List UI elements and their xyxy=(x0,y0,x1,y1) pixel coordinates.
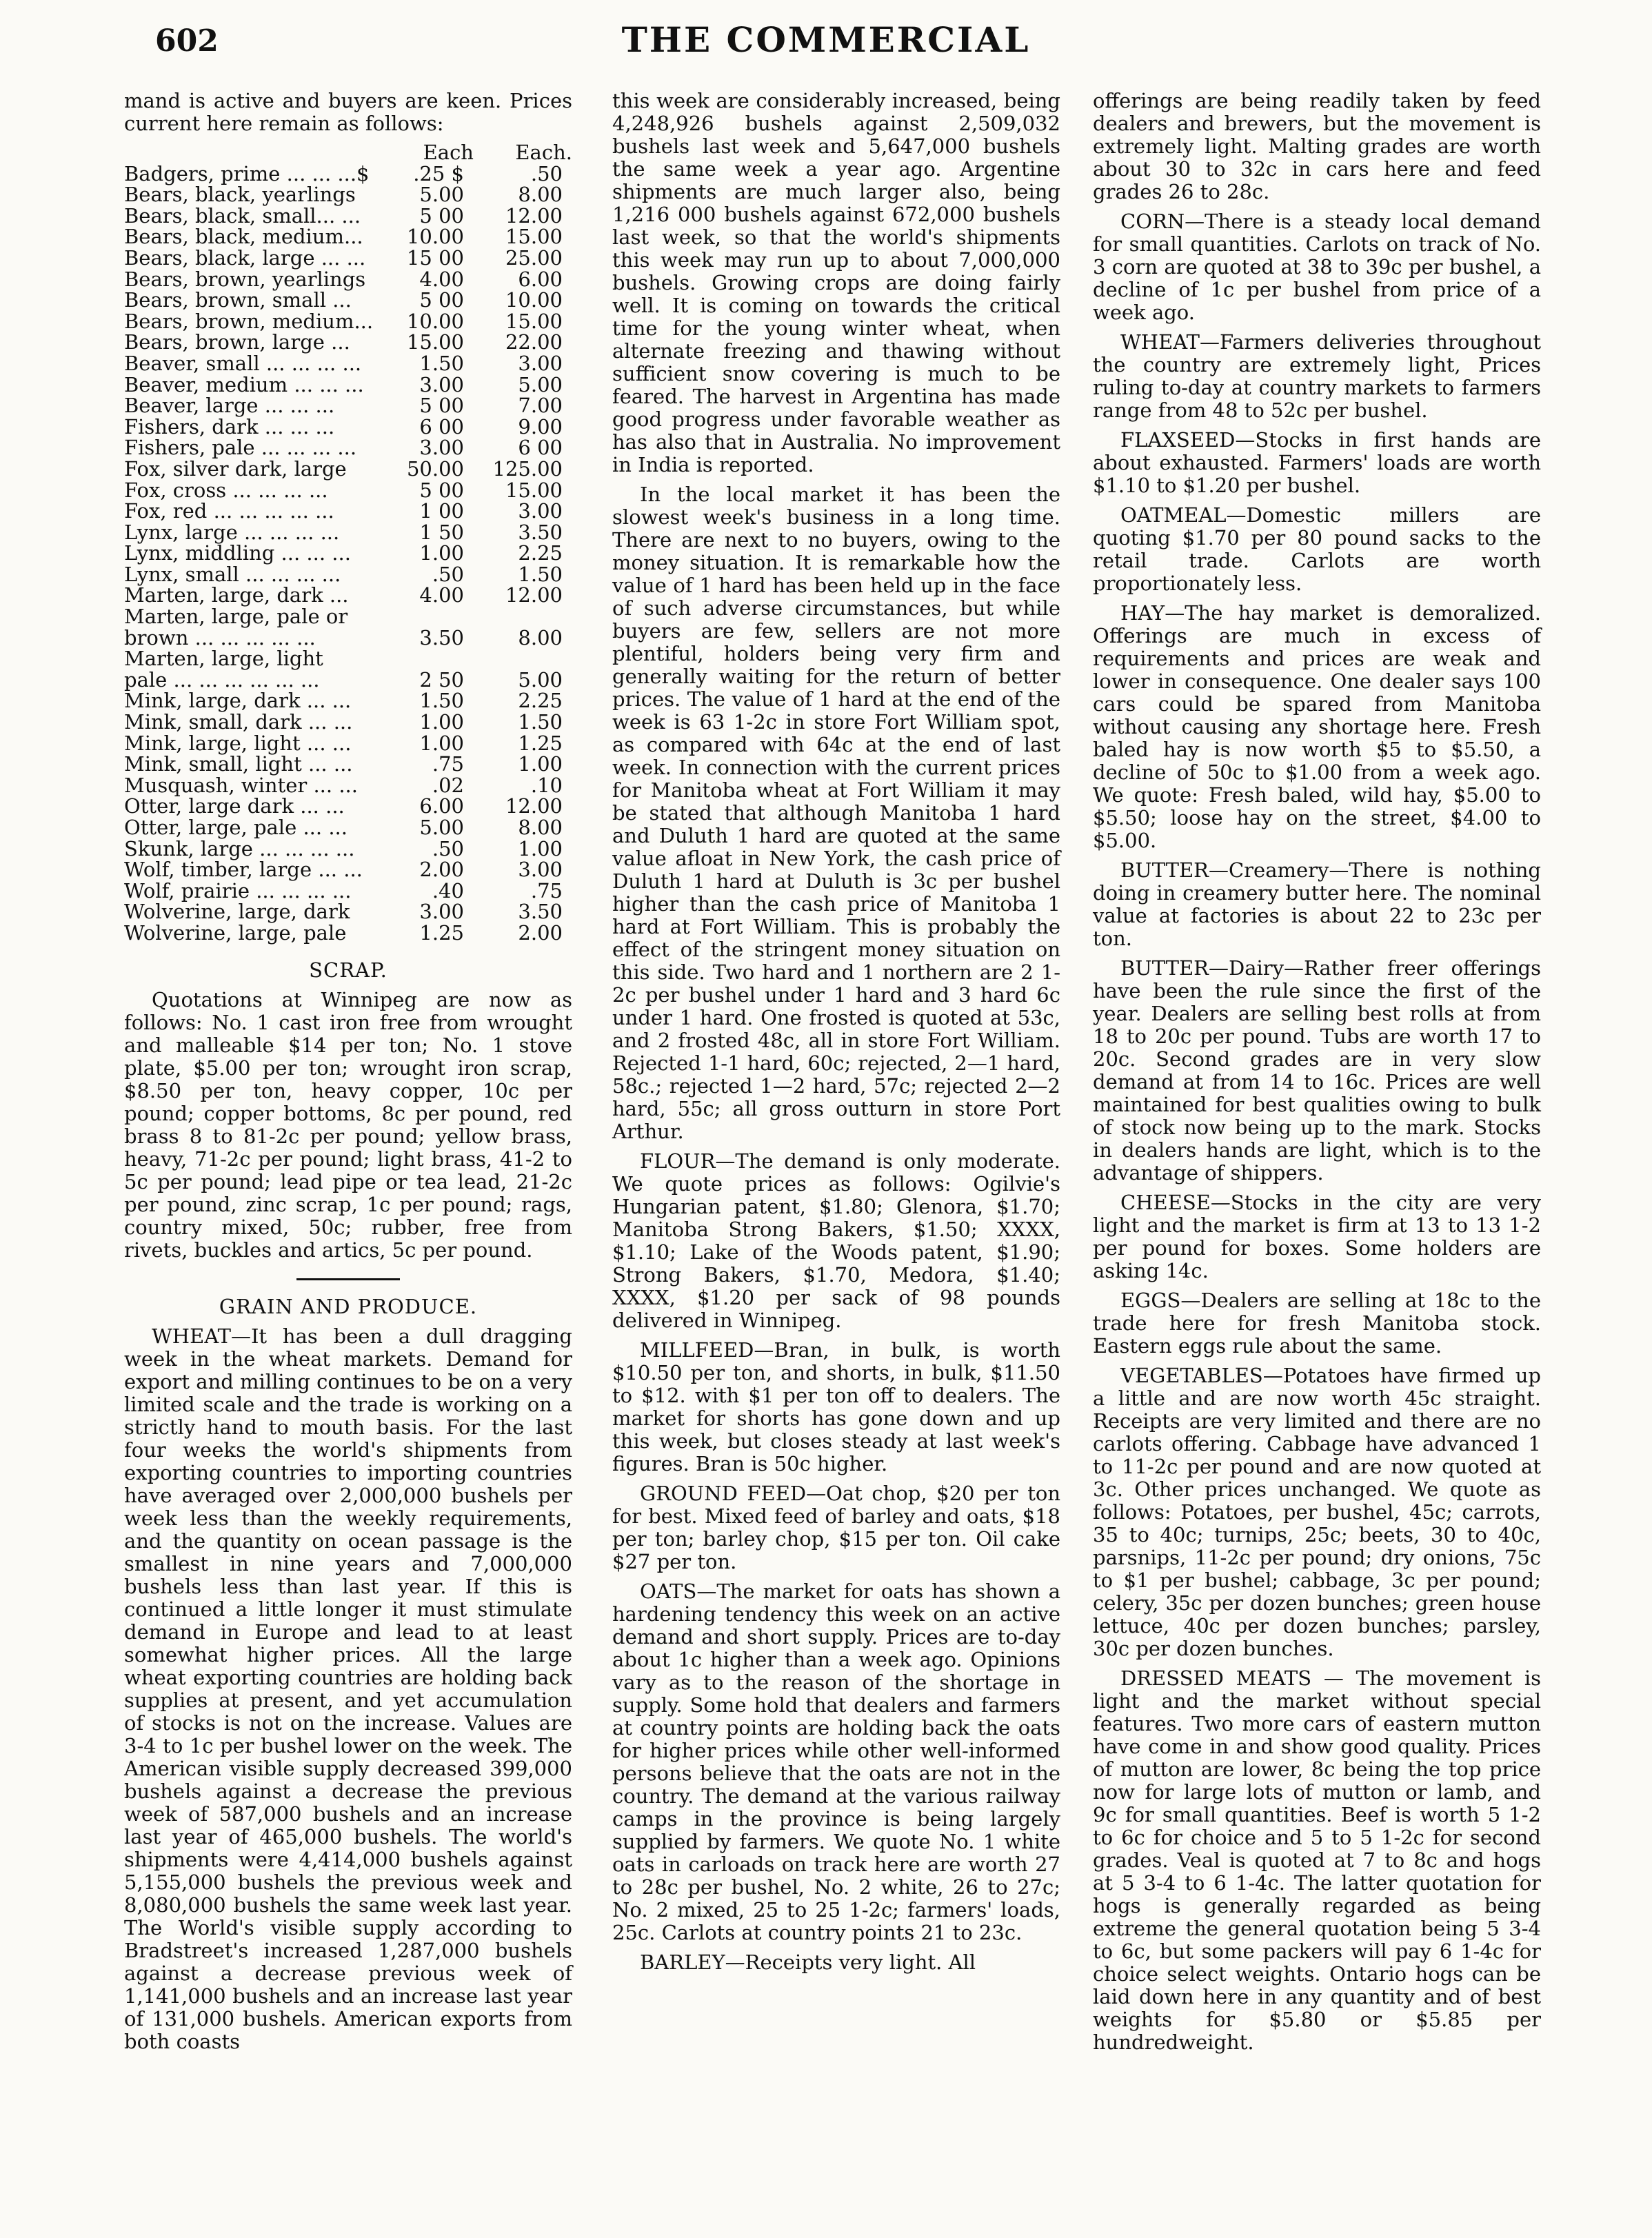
fur-low-price: 1.00 xyxy=(419,731,464,755)
fur-row xyxy=(124,817,572,838)
fur-row xyxy=(124,374,572,396)
fur-name: Bears, black, large ... ... xyxy=(124,245,366,270)
fur-name: Lynx, large ... ... ... ... xyxy=(124,520,340,544)
fur-name: Mink, small, dark ... ... xyxy=(124,710,353,734)
fur-low-price: 1.00 xyxy=(419,541,464,565)
fur-name: Beaver, large ... ... ... xyxy=(124,394,335,418)
fur-low-price: 10.00 xyxy=(406,309,464,333)
fur-high-price xyxy=(474,648,572,669)
fur-name: Skunk, large ... ... ... ... xyxy=(124,836,355,860)
fur-header-each-2: Each. xyxy=(515,141,572,164)
fur-row xyxy=(124,353,572,374)
fur-high-price: 12.00 xyxy=(505,203,563,228)
fur-name: Marten, large, light xyxy=(124,647,323,671)
fur-high-price: 125.00 xyxy=(492,456,563,481)
fur-low-price: 50.00 xyxy=(406,456,464,481)
masthead-title: THE COMMERCIAL xyxy=(621,19,1031,60)
fur-name: Bears, black, small... ... xyxy=(124,203,361,228)
oatmeal-paragraph: OATMEAL—Domestic millers are quoting $1.70 per 80 pound sacks to the retail trade. Carlots are worth proportionately less. xyxy=(1093,503,1541,595)
fur-row xyxy=(124,184,572,205)
fur-low-price: 1 00 xyxy=(419,499,464,523)
fur-high-price: 12.00 xyxy=(505,583,563,607)
fur-header-each-1: Each xyxy=(423,141,474,164)
wheat-continued-paragraph: this week are considerably increased, being 4,248,926 bushels against 2,509,032 bushels last week and 5,647,000 bushels the same week a year ago. Argentine shipments are much larger also, being 1,216 000 bushels against 672,000 bushels last week, so that the world's shipments this week may run up to about 7,000,000 bushels. Growing crops are doing fairly well. It is coming on towards the critical time for the young winter wheat, when alternate freezing and thawing without sufficient snow covering is much to be feared. The harvest in Argentina has made good progress under favorable weather as has also that in Australia. No improvement in India is reported. xyxy=(612,89,1060,476)
fur-high-price: 22.00 xyxy=(505,330,563,354)
scrap-heading: SCRAP. xyxy=(309,958,387,982)
fur-row xyxy=(124,648,572,669)
fur-row xyxy=(124,627,572,649)
fur-name: Bears, brown, yearlings xyxy=(124,267,366,291)
fur-row xyxy=(124,522,572,543)
fur-name: Badgers, prime ... ... ...$ xyxy=(124,161,370,185)
fur-row xyxy=(124,606,572,627)
fur-high-price: 15.00 xyxy=(505,478,563,502)
fur-high-price xyxy=(474,606,572,627)
fur-low-price: 5 00 xyxy=(419,394,464,418)
flaxseed-paragraph: FLAXSEED—Stocks in first hands are about exhausted. Farmers' loads are worth $1.10 to $1.20 per bushel. xyxy=(1093,428,1541,497)
fur-low-price: 3.00 xyxy=(419,900,464,924)
fur-name: Musquash, winter ... ... xyxy=(124,773,358,797)
fur-row xyxy=(124,437,572,458)
local-market-paragraph: In the local market it has been the slowest week's business in a long time. There are next to no buyers, owing to the money situation. It is remarkable how the value of 1 hard has been held up in the face of such adverse circumstances, but while buyers are few, sellers are not more plentiful, holders being very firm and generally waiting for the return of better prices. The value of 1 hard at the end of the week is 63 1-2c in store Fort William spot, as compared with 64c at the end of last week. In connection with the current prices for Manitoba wheat at Fort William it may be stated that although Manitoba 1 hard and Duluth 1 hard are quoted at the same value afloat in New York, the cash price of Duluth 1 hard at Duluth is 3c per bushel higher than the cash price of Manitoba 1 hard at Fort William. This is probably the effect of the stringent money situation on this side. Two hard and 1 northern are 2 1-2c per bushel under 1 hard and 3 hard 6c under 1 hard. One frosted is quoted at 53c, and 2 frosted 48c, all in store Fort William. Rejected 1-1 hard, 60c; rejected, 2—1 hard, 58c.; rejected 1—2 hard, 57c; rejected 2—2 hard, 55c; all gross outturn in store Port Arthur. xyxy=(612,483,1060,1143)
fur-high-price: 15.00 xyxy=(505,225,563,249)
fur-high-price: 1.25 xyxy=(518,731,563,755)
fur-row xyxy=(124,269,572,290)
fur-name: Marten, large, dark ... xyxy=(124,583,349,607)
fur-row xyxy=(124,923,572,944)
fur-low-price: 6 00 xyxy=(419,414,464,438)
country-wheat-paragraph: WHEAT—Farmers deliveries throughout the country are extremely light, Prices ruling to-day at country markets to farmers range from 48 to 52c per bushel. xyxy=(1093,330,1541,422)
fur-row xyxy=(124,501,572,522)
fur-row xyxy=(124,796,572,817)
fur-name: Fishers, pale ... ... ... ... xyxy=(124,436,357,460)
column-1 xyxy=(124,90,572,2060)
wheat-paragraph: WHEAT—It has been a dull dragging week in the wheat markets. Demand for export and milling continues to be on a very limited scale and the trade is working on a strictly hand to mouth basis. For the last four weeks the world's shipments from exporting countries to importing countries have averaged over 2,000,000 bushels per week less than the weekly requirements, and the quantity on ocean passage is the smallest in nine years and 7,000,000 bushels less than last year. If this is continued a little longer it must stimulate demand in Europe and lead to at least somewhat higher prices. All the large wheat exporting countries are holding back supplies at present, and yet accumulation of stocks is not on the increase. Values are 3-4 to 1c per bushel lower on the week. The American visible supply decreased 399,000 bushels against a decrease the previous week of 587,000 bushels and an increase last year of 465,000 bushels. The world's shipments were 4,414,000 bushels against 5,155,000 bushels the previous week and 8,080,000 bushels the same week last year. The World's visible supply according to Bradstreet's increased 1,287,000 bushels against a decrease previous week of 1,141,000 bushels and an increase last year of 131,000 bushels. American exports from both coasts xyxy=(124,1324,572,2053)
fur-name: Beaver, small ... ... ... ... xyxy=(124,351,362,375)
fur-high-price: .75 xyxy=(530,878,563,903)
fur-low-price: 1.50 xyxy=(419,689,464,713)
fur-name: Fox, cross ... ... ... ... xyxy=(124,478,328,502)
fur-low-price: 1.50 xyxy=(419,351,464,375)
fur-row xyxy=(124,880,572,902)
fur-high-price: 1.00 xyxy=(518,836,563,860)
fur-name: pale ... ... ... ... ... ... xyxy=(124,667,320,692)
fur-high-price: 1.50 xyxy=(518,710,563,734)
fur-row xyxy=(124,859,572,880)
fur-row xyxy=(124,564,572,585)
creamery-butter-paragraph: BUTTER—Creamery—There is nothing doing in creamery butter here. The nominal value at factories is about 22 to 23c per ton. xyxy=(1093,858,1541,950)
fur-low-price: 5.00 xyxy=(419,816,464,839)
fur-low-price: 4.00 xyxy=(419,267,464,291)
scrap-paragraph: Quotations at Winnipeg are now as follows: No. 1 cast iron free from wrought and malleable $14 per ton; No. 1 stove plate, $5.00 per ton; wrought iron scrap, $8.50 per ton, heavy copper, 10c per pound; copper bottoms, 8c per pound, red brass 8 to 81-2c per pound; yellow brass, heavy, 71-2c per pound; light brass, 41-2 to 5c per pound; lead pipe or tea lead, 21-2c per pound, zinc scrap, 1c per pound; rags, country mixed, 50c; rubber, free from rivets, buckles and artics, 5c per pound. xyxy=(124,987,572,1262)
fur-high-price: 8.00 xyxy=(518,183,563,207)
fur-high-price: 10.00 xyxy=(505,288,563,312)
column-3 xyxy=(1093,90,1541,2061)
fur-row xyxy=(124,458,572,480)
fur-row xyxy=(124,712,572,733)
fur-low-price: 2 50 xyxy=(419,667,464,692)
fur-high-price: 2.25 xyxy=(518,689,563,713)
fur-high-price: 2.00 xyxy=(518,920,563,945)
fur-high-price: 9.00 xyxy=(518,414,563,438)
fur-low-price: 3.00 xyxy=(419,436,464,460)
fur-high-price: 12.00 xyxy=(505,794,563,818)
fur-name: Bears, brown, medium... xyxy=(124,309,374,333)
fur-table-header xyxy=(124,142,572,163)
millfeed-paragraph: MILLFEED—Bran, in bulk, is worth $10.50 per ton, and shorts, in bulk, $11.50 to $12. with $1 per ton off to dealers. The market for shorts has gone down and up this week, but closes steady at last week's figures. Bran is 50c higher. xyxy=(612,1338,1060,1475)
fur-row xyxy=(124,585,572,606)
fur-name: Bears, brown, large ... xyxy=(124,330,350,354)
fur-low-price: .75 xyxy=(432,752,464,776)
fur-name: Lynx, middling ... ... ... xyxy=(124,541,351,565)
fur-high-price: 5.00 xyxy=(518,372,563,396)
fur-name: Bears, black, medium... xyxy=(124,225,363,249)
fur-high-price: .10 xyxy=(530,773,563,797)
fur-high-price: 1.00 xyxy=(518,752,563,776)
section-rule xyxy=(296,1278,400,1280)
fur-name: Otter, large, pale ... ... xyxy=(124,816,347,839)
fur-name: brown ... ... ... ... ... xyxy=(124,625,316,649)
fur-low-price: .50 xyxy=(432,836,464,860)
fur-high-price: 3.00 xyxy=(518,858,563,882)
fur-low-price xyxy=(375,606,474,627)
fur-row xyxy=(124,838,572,860)
fur-name: Wolverine, large, dark xyxy=(124,900,350,924)
fur-low-price: 6.00 xyxy=(419,794,464,818)
fur-high-price: 1.50 xyxy=(518,562,563,586)
fur-row xyxy=(124,775,572,796)
fur-name: Wolf, prairie ... ... ... ... xyxy=(124,878,352,903)
fur-row xyxy=(124,311,572,332)
barley-continued-paragraph: offerings are being readily taken by feed dealers and brewers, but the movement is extremely light. Malting grades are worth about 30 to 32c in cars here and feed grades 26 to 28c. xyxy=(1093,89,1541,203)
fur-low-price: 3.00 xyxy=(419,372,464,396)
oats-paragraph: OATS—The market for oats has shown a hardening tendency this week on an active demand and short supply. Prices are to-day about 1c higher than a week ago. Opinions vary as to the reason of the shortage in supply. Some hold that dealers and farmers at country points are holding back the oats for higher prices while other well-informed persons believe that the oats are not in the country. The demand at the various railway camps in the province is being largely supplied by farmers. We quote No. 1 white oats in carloads on track here are worth 27 to 28c per bushel, No. 2 white, 26 to 27c; No. 2 mixed, 25 to 25 1-2c; farmers' loads, 25c. Carlots at country points 21 to 23c. xyxy=(612,1580,1060,1944)
grain-heading: GRAIN AND PRODUCE. xyxy=(219,1294,478,1318)
fur-name: Marten, large, pale or xyxy=(124,605,348,629)
fur-low-price: 5.00 xyxy=(419,183,464,207)
fur-row xyxy=(124,733,572,754)
fur-name: Wolf, timber, large ... ... xyxy=(124,858,363,882)
fur-name: Bears, black, yearlings xyxy=(124,183,356,207)
fur-row xyxy=(124,690,572,712)
fur-low-price: .25 $ xyxy=(413,161,464,185)
fur-name: Mink, large, dark ... ... xyxy=(124,689,352,713)
fur-low-price: 5 00 xyxy=(419,203,464,228)
fur-high-price: 3.00 xyxy=(518,351,563,375)
fur-low-price: 5 00 xyxy=(419,288,464,312)
fur-row xyxy=(124,395,572,416)
fur-high-price: 15.00 xyxy=(505,309,563,333)
fur-name: Fox, silver dark, large xyxy=(124,456,347,481)
fur-low-price: 15 00 xyxy=(406,245,464,270)
fur-name: Beaver, medium ... ... ... xyxy=(124,372,364,396)
fur-name: Wolverine, large, pale xyxy=(124,920,347,945)
fur-row xyxy=(124,290,572,311)
column-2 xyxy=(612,90,1060,1981)
fur-high-price: 6.00 xyxy=(518,267,563,291)
corn-paragraph: CORN—There is a steady local demand for small quantities. Carlots on track of No. 3 corn are quoted at 38 to 39c per bushel, a decline of 1c per bushel from price of a week ago. xyxy=(1093,210,1541,324)
vegetables-paragraph: VEGETABLES—Potatoes have firmed up a little and are now worth 45c straight. Receipts are very limited and there are no carlots offering. Cabbage have advanced 1 to 11-2c per pound and are now quoted at 3c. Other prices unchanged. We quote as follows: Potatoes, per bushel, 45c; carrots, 35 to 40c; turnips, 25c; beets, 30 to 40c, parsnips, 11-2c per pound; dry onions, 75c to $1 per bushel; cabbage, 3c per pound; celery, 35c per dozen bunches; green house lettuce, 40c per dozen bunches; parsley, 30c per dozen bunches. xyxy=(1093,1364,1541,1660)
hay-paragraph: HAY—The hay market is demoralized. Offerings are much in excess of requirements and prices are weak and lower in consequence. One dealer says 100 cars could be spared from Manitoba without causing any shortage here. Fresh baled hay is now worth $5 to $5.50, a decline of 50c to $1.00 from a week ago. We quote: Fresh baled, wild hay, $5.00 to $5.50; loose hay on the street, $4.00 to $5.00. xyxy=(1093,601,1541,852)
fur-high-price: 6 00 xyxy=(518,436,563,460)
fur-low-price: 2.00 xyxy=(419,858,464,882)
dairy-butter-paragraph: BUTTER—Dairy—Rather freer offerings have been the rule since the first of the year. Dealers are selling best rolls at from 18 to 20c per pound. Tubs are worth 17 to 20c. Second grades are in very slow demand at from 14 to 16c. Prices are well maintained for best qualities owing to bulk of stock now being up to the mark. Stocks in dealers hands are light, which is to the advantage of shippers. xyxy=(1093,956,1541,1184)
fur-low-price: .50 xyxy=(432,562,464,586)
fur-row xyxy=(124,669,572,691)
fur-row xyxy=(124,901,572,923)
fur-high-price: 8.00 xyxy=(518,816,563,839)
fur-low-price: 3.50 xyxy=(419,625,464,649)
fur-low-price: .40 xyxy=(432,878,464,903)
fur-row xyxy=(124,543,572,564)
barley-paragraph: BARLEY—Receipts very light. All xyxy=(640,1950,976,1974)
fur-name: Lynx, small ... ... ... ... xyxy=(124,562,341,586)
fur-row xyxy=(124,163,572,185)
fur-high-price: 25.00 xyxy=(505,245,563,270)
dressed-meats-paragraph: DRESSED MEATS — The movement is light and the market without special features. Two more cars of eastern mutton have come in and show good quality. Prices of mutton are lower, 8c being the top price now for large lots of mutton or lamb, and 9c for small quantities. Beef is worth 5 1-2 to 6c for choice and 5 to 5 1-2c for second grades. Veal is quoted at 7 to 8c and hogs at 5 3-4 to 6 1-4c. The latter quotation for hogs is generally regarded as being extreme the general quotation being 5 3-4 to 6c, but some packers will pay 6 1-4c for choice select weights. Ontario hogs can be laid down here in any quantity and of best weights for $5.80 or $5.85 per hundredweight. xyxy=(1093,1666,1541,2054)
fur-name: Mink, large, light ... ... xyxy=(124,731,352,755)
fur-low-price: 4.00 xyxy=(419,583,464,607)
fur-low-price: 1.00 xyxy=(419,710,464,734)
fur-low-price: 1.25 xyxy=(419,920,464,945)
fur-low-price: 1 50 xyxy=(419,520,464,544)
fur-row xyxy=(124,226,572,248)
fur-high-price: 2.25 xyxy=(518,541,563,565)
fur-low-price: 10.00 xyxy=(406,225,464,249)
fur-low-price: 15.00 xyxy=(406,330,464,354)
fur-name: Otter, large dark ... ... xyxy=(124,794,345,818)
fur-row xyxy=(124,754,572,775)
ground-feed-paragraph: GROUND FEED—Oat chop, $20 per ton for best. Mixed feed of barley and oats, $18 per ton; barley chop, $15 per ton. Oil cake $27 per ton. xyxy=(612,1482,1060,1573)
fur-high-price: 3.50 xyxy=(518,520,563,544)
fur-high-price: 7.00 xyxy=(518,394,563,418)
fur-high-price: 8.00 xyxy=(518,625,563,649)
fur-high-price: 3.50 xyxy=(518,900,563,924)
fur-name: Mink, small, light ... ... xyxy=(124,752,353,776)
fur-row xyxy=(124,332,572,353)
fur-low-price: .02 xyxy=(432,773,464,797)
page-header xyxy=(0,19,1652,68)
fur-row xyxy=(124,416,572,438)
fur-name: Fox, red ... ... ... ... ... xyxy=(124,499,334,523)
fur-price-table xyxy=(124,142,572,944)
fur-high-price: .50 xyxy=(530,161,563,185)
page-number: 602 xyxy=(155,23,219,59)
fur-high-price: 5.00 xyxy=(518,667,563,692)
fur-low-price xyxy=(375,648,474,669)
fur-low-price: 5 00 xyxy=(419,478,464,502)
fur-name: Fishers, dark ... ... ... xyxy=(124,414,335,438)
flour-paragraph: FLOUR—The demand is only moderate. We quote prices as follows: Ogilvie's Hungarian patent, $1.80; Glenora, $1.70; Manitoba Strong Bakers, $1.50; XXXX, $1.10; Lake of the Woods patent, $1.90; Strong Bakers, $1.70, Medora, $1.40; XXXX, $1.20 per sack of 98 pounds delivered in Winnipeg. xyxy=(612,1149,1060,1332)
eggs-paragraph: EGGS—Dealers are selling at 18c to the trade here for fresh Manitoba stock. Eastern eggs rule about the same. xyxy=(1093,1289,1541,1358)
fur-row xyxy=(124,205,572,227)
fur-high-price: 3.00 xyxy=(518,499,563,523)
cheese-paragraph: CHEESE—Stocks in the city are very light and the market is firm at 13 to 13 1-2 per pound for boxes. Some holders are asking 14c. xyxy=(1093,1191,1541,1282)
fur-intro: mand is active and buyers are keen. Prices current here remain as follows: xyxy=(124,89,572,135)
fur-row xyxy=(124,248,572,269)
fur-row xyxy=(124,480,572,501)
fur-name: Bears, brown, small ... xyxy=(124,288,352,312)
